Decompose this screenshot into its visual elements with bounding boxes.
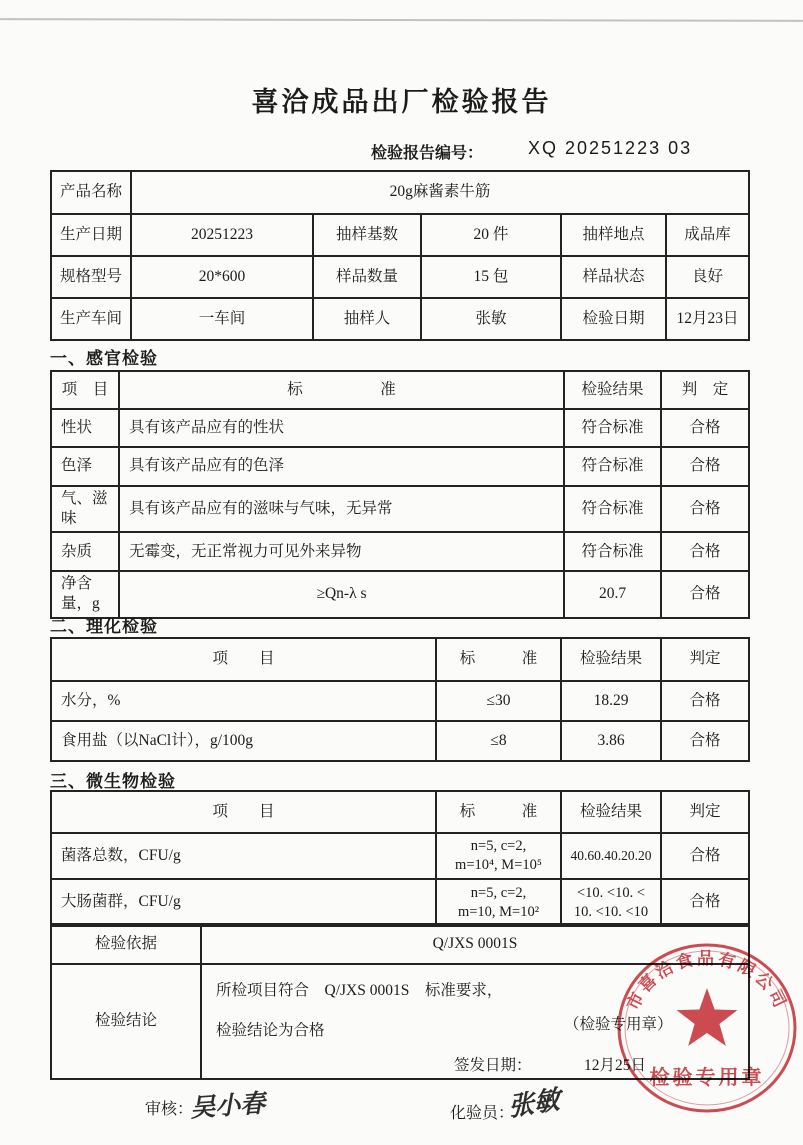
sign-date-label: 签发日期： xyxy=(454,1057,532,1074)
table-header-row xyxy=(51,791,749,833)
standard-line1: n=5, c=2, xyxy=(470,838,527,855)
workshop-label: 生产车间 xyxy=(51,298,131,340)
scan-artifact-line xyxy=(0,18,803,22)
table-row xyxy=(51,409,749,447)
report-number-value: XQ 20251223 03 xyxy=(528,138,693,158)
col-header-result: 检验结果 xyxy=(561,638,661,681)
table-row xyxy=(51,532,749,571)
col-header-item: 项 目 xyxy=(51,371,119,409)
sample-base-label: 抽样基数 xyxy=(313,214,421,256)
conclusion-line2: 检验结论为合格 xyxy=(216,1022,325,1039)
col-header-standard: 标 准 xyxy=(436,638,561,681)
seal-arc-text: 市喜洽食品有限公司 xyxy=(623,949,791,1013)
sample-state-label: 样品状态 xyxy=(561,256,666,298)
judge-cell: 合格 xyxy=(661,879,749,926)
seal-bottom-text: 检验专用章 xyxy=(649,1067,765,1089)
judge-cell: 合格 xyxy=(661,486,749,532)
col-header-judge: 判 定 xyxy=(661,371,749,409)
judge-cell: 合格 xyxy=(661,681,749,721)
production-date-value: 20251223 xyxy=(131,214,313,256)
item-cell: 食用盐（以NaCl计），g/100g xyxy=(51,721,436,761)
judge-cell: 合格 xyxy=(661,409,749,447)
table-row xyxy=(51,298,749,340)
section-heading-sensory: 一、感官检验 xyxy=(50,349,158,368)
report-number-label: 检验报告编号： xyxy=(371,145,484,162)
spec-model-label: 规格型号 xyxy=(51,256,131,298)
inspect-date-value: 12月23日 xyxy=(666,298,749,340)
col-header-result: 检验结果 xyxy=(561,791,661,833)
table-row xyxy=(51,214,749,256)
tester-label: 化验员： xyxy=(450,1105,515,1122)
sample-place-value: 成品库 xyxy=(666,214,749,256)
col-header-item: 项 目 xyxy=(51,791,436,833)
sampler-label: 抽样人 xyxy=(313,298,421,340)
seal-star-icon xyxy=(677,988,738,1046)
table-row xyxy=(51,447,749,486)
item-cell: 菌落总数，CFU/g xyxy=(51,833,436,879)
judge-cell: 合格 xyxy=(661,447,749,486)
standard-cell: 具有该产品应有的性状 xyxy=(119,409,564,447)
result-cell: 18.29 xyxy=(561,681,661,721)
sign-date-value: 12月25日 xyxy=(584,1057,647,1074)
result-cell: 符合标准 xyxy=(564,532,661,571)
item-cell: 大肠菌群，CFU/g xyxy=(51,879,436,926)
table-row xyxy=(51,833,749,879)
result-line1: <10. <10. < xyxy=(576,884,646,901)
inspect-date-label: 检验日期 xyxy=(561,298,666,340)
physical-table xyxy=(50,637,750,762)
result-cell: 40.60.40.20.20 xyxy=(561,833,661,879)
standard-cell: ≤30 xyxy=(436,681,561,721)
standard-line1: n=5, c=2, xyxy=(470,884,527,901)
standard-cell xyxy=(436,833,561,879)
item-cell: 水分，% xyxy=(51,681,436,721)
spec-model-value: 20*600 xyxy=(131,256,313,298)
conclusion-line1: 所检项目符合 Q/JXS 0001S 标准要求， xyxy=(216,982,503,999)
production-date-label: 生产日期 xyxy=(51,214,131,256)
standard-cell xyxy=(436,879,561,926)
conclusion-label: 检验结论 xyxy=(51,964,201,1079)
section-heading-physical: 二、理化检验 xyxy=(50,617,158,636)
review-signature: 吴小春 xyxy=(189,1088,267,1123)
standard-line2: m=10, M=10² xyxy=(457,903,540,920)
table-row xyxy=(51,486,749,532)
item-cell: 净含量，g xyxy=(51,571,119,617)
section-heading-micro: 三、微生物检验 xyxy=(50,772,176,791)
table-row xyxy=(51,256,749,298)
judge-cell: 合格 xyxy=(661,532,749,571)
col-header-judge: 判定 xyxy=(661,638,749,681)
result-line2: 10. <10. <10 xyxy=(573,903,649,920)
standard-cell: 具有该产品应有的色泽 xyxy=(119,447,564,486)
col-header-item: 项 目 xyxy=(51,638,436,681)
tester-signature: 张敏 xyxy=(507,1084,561,1124)
judge-cell: 合格 xyxy=(661,571,749,617)
standard-cell: ≥Qn-λ s xyxy=(119,571,564,617)
item-cell: 色泽 xyxy=(51,447,119,486)
sample-base-value: 20 件 xyxy=(421,214,561,256)
table-header-row xyxy=(51,371,749,409)
item-cell: 性状 xyxy=(51,409,119,447)
sample-place-label: 抽样地点 xyxy=(561,214,666,256)
col-header-result: 检验结果 xyxy=(564,371,661,409)
sensory-table xyxy=(50,370,750,619)
table-row xyxy=(51,721,749,761)
seal-note: （检验专用章） xyxy=(564,1016,673,1033)
judge-cell: 合格 xyxy=(661,833,749,879)
micro-table xyxy=(50,790,750,927)
table-row xyxy=(51,571,749,617)
standard-cell: 无霉变，无正常视力可见外来异物 xyxy=(119,532,564,571)
col-header-standard: 标 准 xyxy=(436,791,561,833)
result-cell: 符合标准 xyxy=(564,447,661,486)
sampler-value: 张敏 xyxy=(421,298,561,340)
basis-value: Q/JXS 0001S xyxy=(201,924,749,964)
result-cell xyxy=(561,879,661,926)
table-row xyxy=(51,171,749,214)
col-header-standard: 标 准 xyxy=(119,371,564,409)
product-name-value: 20g麻酱素牛筋 xyxy=(131,171,749,214)
review-label: 审核： xyxy=(145,1101,194,1118)
item-cell: 气、滋味 xyxy=(51,486,119,532)
sample-qty-label: 样品数量 xyxy=(313,256,421,298)
table-row xyxy=(51,681,749,721)
result-cell: 20.7 xyxy=(564,571,661,617)
product-name-label: 产品名称 xyxy=(51,171,131,214)
item-cell: 杂质 xyxy=(51,532,119,571)
basis-label: 检验依据 xyxy=(51,924,201,964)
standard-cell: 具有该产品应有的滋味与气味，无异常 xyxy=(119,486,564,532)
result-cell: 3.86 xyxy=(561,721,661,761)
table-row xyxy=(51,879,749,926)
sample-qty-value: 15 包 xyxy=(421,256,561,298)
page-title: 喜洽成品出厂检验报告 xyxy=(251,87,552,117)
result-cell: 符合标准 xyxy=(564,409,661,447)
col-header-judge: 判定 xyxy=(661,791,749,833)
table-header-row xyxy=(51,638,749,681)
judge-cell: 合格 xyxy=(661,721,749,761)
sample-state-value: 良好 xyxy=(666,256,749,298)
result-cell: 符合标准 xyxy=(564,486,661,532)
standard-line2: m=10⁴, M=10⁵ xyxy=(455,857,542,873)
company-seal-stamp xyxy=(612,938,802,1120)
workshop-value: 一车间 xyxy=(131,298,313,340)
product-info-table xyxy=(50,170,750,341)
standard-cell: ≤8 xyxy=(436,721,561,761)
